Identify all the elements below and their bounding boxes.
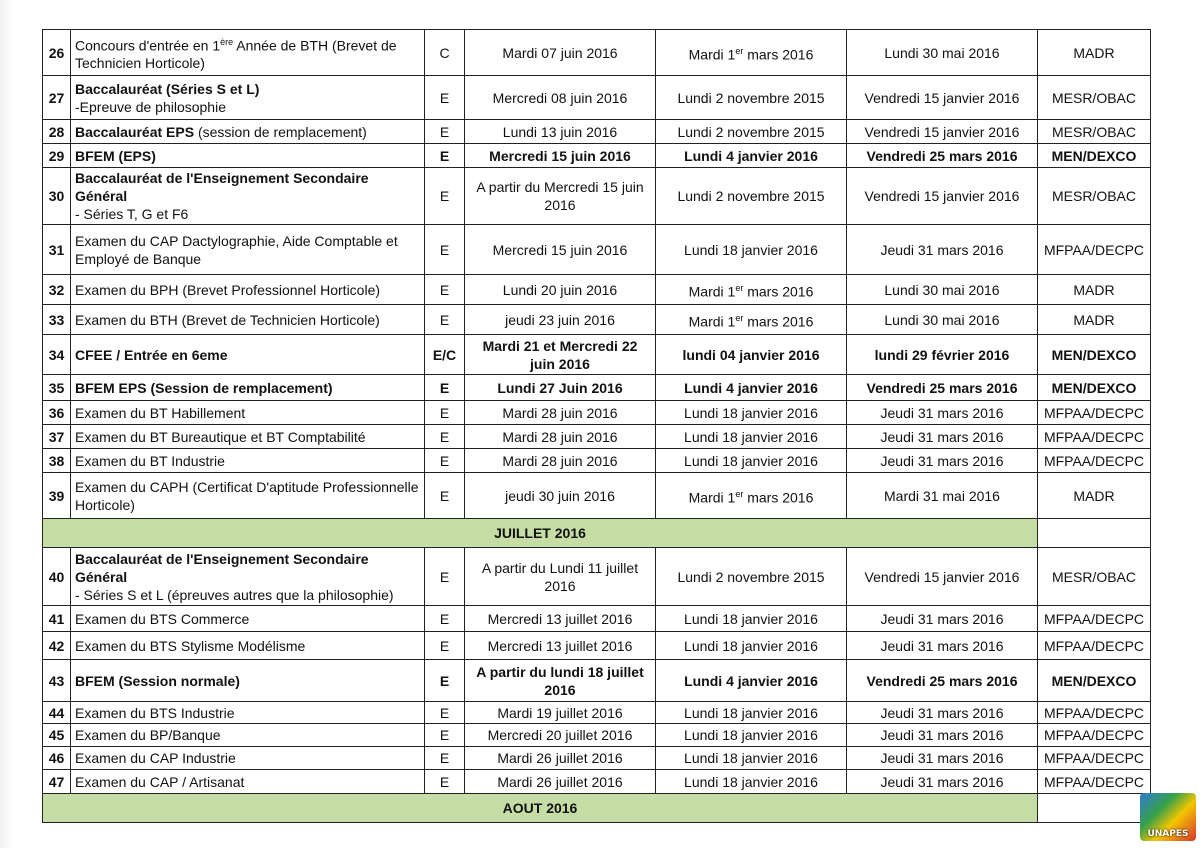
exam-date: A partir du lundi 18 juillet 2016 <box>465 660 656 702</box>
registration-close-date: Jeudi 31 mars 2016 <box>847 632 1038 660</box>
organizing-body: MFPAA/DECPC <box>1038 401 1151 425</box>
exam-date: jeudi 23 juin 2016 <box>465 305 656 335</box>
exam-type: E <box>425 375 465 401</box>
registration-open-date: Lundi 18 janvier 2016 <box>656 606 847 632</box>
registration-open-date: Lundi 2 novembre 2015 <box>656 548 847 606</box>
exam-title-main: Baccalauréat EPS <box>75 123 195 140</box>
month-section-juillet <box>43 519 1151 548</box>
registration-close-date: Vendredi 15 janvier 2016 <box>847 168 1038 225</box>
month-section-aout <box>43 794 1151 823</box>
registration-close-date: Vendredi 25 mars 2016 <box>847 375 1038 401</box>
exam-title-sub: - Séries S et L (épreuves autres que la philosophie) <box>75 586 394 603</box>
exam-row <box>43 449 1151 473</box>
exam-date: Lundi 20 juin 2016 <box>465 275 656 305</box>
organizing-body: MEN/DEXCO <box>1038 335 1151 375</box>
exam-type: E <box>425 225 465 275</box>
organizing-body: MFPAA/DECPC <box>1038 702 1151 724</box>
exam-row <box>43 702 1151 724</box>
registration-open-date: Lundi 18 janvier 2016 <box>656 702 847 724</box>
unapes-logo <box>1140 793 1196 841</box>
registration-open-date: Mardi 1er mars 2016 <box>656 30 847 76</box>
scan-margin <box>0 0 14 848</box>
organizing-body: MFPAA/DECPC <box>1038 449 1151 473</box>
registration-close-date: Vendredi 25 mars 2016 <box>847 144 1038 168</box>
organizing-body: MEN/DEXCO <box>1038 660 1151 702</box>
month-header-row <box>43 794 1151 823</box>
exam-date: Mardi 21 et Mercredi 22 juin 2016 <box>465 335 656 375</box>
exam-title <box>71 76 425 120</box>
exam-date: jeudi 30 juin 2016 <box>465 473 656 519</box>
exam-type: E <box>425 702 465 724</box>
registration-open-date: Lundi 18 janvier 2016 <box>656 724 847 747</box>
exam-date: Mardi 28 juin 2016 <box>465 401 656 425</box>
organizing-body: MADR <box>1038 305 1151 335</box>
exam-calendar-sheet <box>42 29 1150 823</box>
organizing-body: MFPAA/DECPC <box>1038 632 1151 660</box>
registration-close-date: Jeudi 31 mars 2016 <box>847 770 1038 794</box>
exam-title: Examen du BT Bureautique et BT Comptabilité <box>71 425 425 449</box>
registration-close-date: Jeudi 31 mars 2016 <box>847 425 1038 449</box>
exam-title-main: Baccalauréat (Séries S et L) <box>75 80 260 97</box>
registration-open-date: Lundi 18 janvier 2016 <box>656 770 847 794</box>
exam-date: Mercredi 15 juin 2016 <box>465 225 656 275</box>
exam-title: Examen du CAP Dactylographie, Aide Comptable et Employé de Banque <box>71 225 425 275</box>
exam-title: CFEE / Entrée en 6eme <box>71 335 425 375</box>
exam-number: 32 <box>43 275 71 305</box>
exam-type: E <box>425 473 465 519</box>
exam-date: Mercredi 08 juin 2016 <box>465 76 656 120</box>
exam-row <box>43 548 1151 606</box>
registration-open-date: Lundi 18 janvier 2016 <box>656 747 847 770</box>
exam-date: Mardi 26 juillet 2016 <box>465 770 656 794</box>
exam-title: Baccalauréat EPS (session de remplacement) <box>71 120 425 144</box>
exam-type: E <box>425 120 465 144</box>
exam-type: E <box>425 632 465 660</box>
month-header-filler <box>1038 519 1151 548</box>
exam-row <box>43 305 1151 335</box>
exam-number: 28 <box>43 120 71 144</box>
organizing-body: MESR/OBAC <box>1038 168 1151 225</box>
exam-date: Mardi 28 juin 2016 <box>465 449 656 473</box>
exam-title: Examen du BPH (Brevet Professionnel Horticole) <box>71 275 425 305</box>
exam-number: 38 <box>43 449 71 473</box>
exam-title-main: Baccalauréat de l'Enseignement Secondaire Général <box>75 550 369 585</box>
exam-number: 45 <box>43 724 71 747</box>
exam-row <box>43 275 1151 305</box>
exam-number: 27 <box>43 76 71 120</box>
exam-number: 39 <box>43 473 71 519</box>
exam-number: 33 <box>43 305 71 335</box>
exam-title: Examen du BTS Commerce <box>71 606 425 632</box>
exam-date: Mardi 19 juillet 2016 <box>465 702 656 724</box>
exam-title: Examen du BT Habillement <box>71 401 425 425</box>
exam-number: 44 <box>43 702 71 724</box>
exam-number: 41 <box>43 606 71 632</box>
exam-date: Mardi 07 juin 2016 <box>465 30 656 76</box>
exam-date: A partir du Lundi 11 juillet 2016 <box>465 548 656 606</box>
registration-open-date: Lundi 18 janvier 2016 <box>656 401 847 425</box>
exam-title <box>71 548 425 606</box>
exam-type: E <box>425 724 465 747</box>
organizing-body: MEN/DEXCO <box>1038 144 1151 168</box>
exam-title: Examen du BTS Industrie <box>71 702 425 724</box>
exam-date: Mercredi 15 juin 2016 <box>465 144 656 168</box>
month-header-aout: AOUT 2016 <box>43 794 1038 823</box>
registration-open-date: Lundi 4 janvier 2016 <box>656 660 847 702</box>
exam-row <box>43 168 1151 225</box>
exam-number: 26 <box>43 30 71 76</box>
registration-close-date: Jeudi 31 mars 2016 <box>847 702 1038 724</box>
exam-schedule-table <box>42 29 1151 823</box>
schedule-rows-july <box>43 548 1151 794</box>
registration-close-date: Jeudi 31 mars 2016 <box>847 449 1038 473</box>
exam-title-sub: -Epreuve de philosophie <box>75 98 226 115</box>
exam-type: E <box>425 401 465 425</box>
registration-close-date: Jeudi 31 mars 2016 <box>847 606 1038 632</box>
registration-close-date: Jeudi 31 mars 2016 <box>847 401 1038 425</box>
organizing-body: MFPAA/DECPC <box>1038 747 1151 770</box>
exam-row <box>43 473 1151 519</box>
registration-close-date: Jeudi 31 mars 2016 <box>847 747 1038 770</box>
registration-close-date: Lundi 30 mai 2016 <box>847 275 1038 305</box>
month-header-filler <box>1038 794 1151 823</box>
exam-row <box>43 375 1151 401</box>
exam-row <box>43 632 1151 660</box>
exam-type: E/C <box>425 335 465 375</box>
exam-row <box>43 660 1151 702</box>
organizing-body: MEN/DEXCO <box>1038 375 1151 401</box>
registration-open-date: Lundi 2 novembre 2015 <box>656 76 847 120</box>
organizing-body: MFPAA/DECPC <box>1038 770 1151 794</box>
exam-date: Mercredi 13 juillet 2016 <box>465 632 656 660</box>
exam-type: E <box>425 305 465 335</box>
exam-row <box>43 724 1151 747</box>
exam-number: 30 <box>43 168 71 225</box>
exam-title: Examen du BP/Banque <box>71 724 425 747</box>
exam-date: Mercredi 13 juillet 2016 <box>465 606 656 632</box>
month-header-row <box>43 519 1151 548</box>
exam-row <box>43 747 1151 770</box>
exam-type: E <box>425 425 465 449</box>
organizing-body: MFPAA/DECPC <box>1038 606 1151 632</box>
exam-number: 34 <box>43 335 71 375</box>
registration-open-date: Lundi 18 janvier 2016 <box>656 225 847 275</box>
registration-close-date: Lundi 30 mai 2016 <box>847 30 1038 76</box>
organizing-body: MESR/OBAC <box>1038 548 1151 606</box>
exam-row <box>43 144 1151 168</box>
exam-title: Examen du CAP / Artisanat <box>71 770 425 794</box>
registration-open-date: Mardi 1er mars 2016 <box>656 305 847 335</box>
exam-number: 36 <box>43 401 71 425</box>
exam-title: BFEM (EPS) <box>71 144 425 168</box>
exam-title: BFEM EPS (Session de remplacement) <box>71 375 425 401</box>
registration-open-date: Lundi 18 janvier 2016 <box>656 425 847 449</box>
exam-date: Lundi 27 Juin 2016 <box>465 375 656 401</box>
exam-title: Examen du BTS Stylisme Modélisme <box>71 632 425 660</box>
exam-row <box>43 120 1151 144</box>
logo-label: UNAPES <box>1147 829 1189 839</box>
organizing-body: MFPAA/DECPC <box>1038 425 1151 449</box>
organizing-body: MFPAA/DECPC <box>1038 724 1151 747</box>
registration-close-date: lundi 29 février 2016 <box>847 335 1038 375</box>
registration-close-date: Vendredi 25 mars 2016 <box>847 660 1038 702</box>
exam-title: Concours d'entrée en 1ère Année de BTH (Brevet de Technicien Horticole) <box>71 30 425 76</box>
registration-close-date: Vendredi 15 janvier 2016 <box>847 76 1038 120</box>
exam-number: 40 <box>43 548 71 606</box>
exam-type: E <box>425 168 465 225</box>
exam-date: Mardi 26 juillet 2016 <box>465 747 656 770</box>
exam-type: E <box>425 144 465 168</box>
registration-close-date: Jeudi 31 mars 2016 <box>847 225 1038 275</box>
exam-number: 43 <box>43 660 71 702</box>
exam-title: Examen du CAPH (Certificat D'aptitude Professionnelle Horticole) <box>71 473 425 519</box>
exam-row <box>43 76 1151 120</box>
schedule-rows-june <box>43 30 1151 519</box>
exam-date: A partir du Mercredi 15 juin 2016 <box>465 168 656 225</box>
organizing-body: MFPAA/DECPC <box>1038 225 1151 275</box>
exam-number: 46 <box>43 747 71 770</box>
month-header-juillet: JUILLET 2016 <box>43 519 1038 548</box>
registration-open-date: Lundi 18 janvier 2016 <box>656 449 847 473</box>
exam-title-main: Baccalauréat de l'Enseignement Secondaire Général <box>75 170 369 204</box>
exam-type: E <box>425 770 465 794</box>
registration-close-date: Vendredi 15 janvier 2016 <box>847 548 1038 606</box>
exam-title: BFEM (Session normale) <box>71 660 425 702</box>
exam-number: 37 <box>43 425 71 449</box>
exam-number: 29 <box>43 144 71 168</box>
registration-open-date: Lundi 18 janvier 2016 <box>656 632 847 660</box>
registration-open-date: Mardi 1er mars 2016 <box>656 473 847 519</box>
organizing-body: MADR <box>1038 275 1151 305</box>
exam-date: Mercredi 20 juillet 2016 <box>465 724 656 747</box>
organizing-body: MADR <box>1038 473 1151 519</box>
exam-type: E <box>425 275 465 305</box>
exam-type: E <box>425 606 465 632</box>
registration-close-date: Mardi 31 mai 2016 <box>847 473 1038 519</box>
registration-open-date: Lundi 4 janvier 2016 <box>656 144 847 168</box>
organizing-body: MADR <box>1038 30 1151 76</box>
exam-title: Examen du CAP Industrie <box>71 747 425 770</box>
exam-type: E <box>425 660 465 702</box>
registration-close-date: Vendredi 15 janvier 2016 <box>847 120 1038 144</box>
exam-number: 47 <box>43 770 71 794</box>
exam-number: 31 <box>43 225 71 275</box>
registration-open-date: Lundi 2 novembre 2015 <box>656 168 847 225</box>
exam-row <box>43 225 1151 275</box>
exam-row <box>43 425 1151 449</box>
organizing-body: MESR/OBAC <box>1038 76 1151 120</box>
exam-title <box>71 168 425 225</box>
exam-type: E <box>425 548 465 606</box>
exam-title: Examen du BT Industrie <box>71 449 425 473</box>
organizing-body: MESR/OBAC <box>1038 120 1151 144</box>
registration-close-date: Jeudi 31 mars 2016 <box>847 724 1038 747</box>
registration-open-date: Mardi 1er mars 2016 <box>656 275 847 305</box>
exam-type: E <box>425 449 465 473</box>
exam-row <box>43 770 1151 794</box>
exam-row <box>43 30 1151 76</box>
exam-date: Lundi 13 juin 2016 <box>465 120 656 144</box>
exam-type: E <box>425 76 465 120</box>
exam-row <box>43 606 1151 632</box>
exam-number: 42 <box>43 632 71 660</box>
exam-title-sub: - Séries T, G et F6 <box>75 206 189 222</box>
registration-open-date: lundi 04 janvier 2016 <box>656 335 847 375</box>
exam-title: Examen du BTH (Brevet de Technicien Horticole) <box>71 305 425 335</box>
exam-row <box>43 401 1151 425</box>
exam-number: 35 <box>43 375 71 401</box>
exam-date: Mardi 28 juin 2016 <box>465 425 656 449</box>
registration-open-date: Lundi 2 novembre 2015 <box>656 120 847 144</box>
registration-open-date: Lundi 4 janvier 2016 <box>656 375 847 401</box>
exam-type: C <box>425 30 465 76</box>
registration-close-date: Lundi 30 mai 2016 <box>847 305 1038 335</box>
exam-row <box>43 335 1151 375</box>
exam-type: E <box>425 747 465 770</box>
